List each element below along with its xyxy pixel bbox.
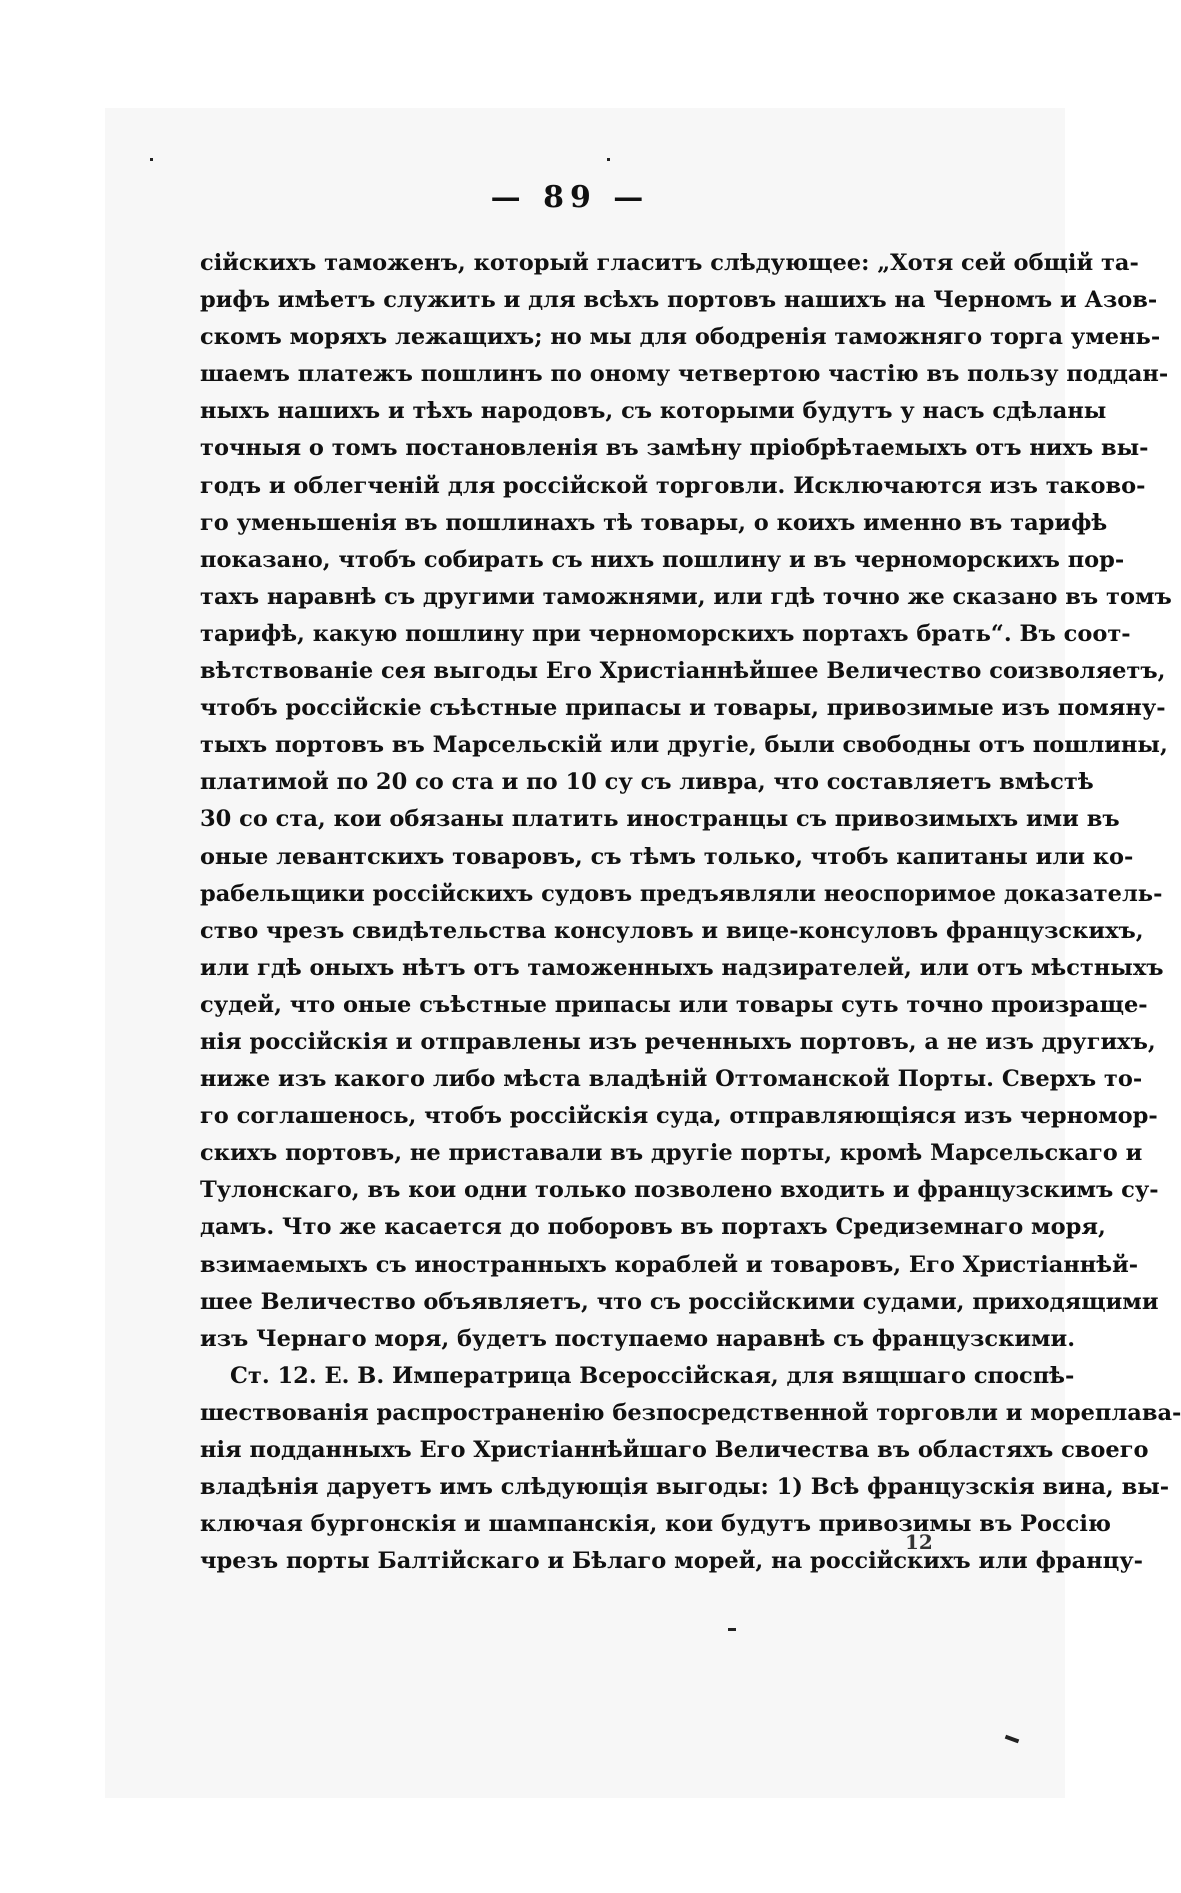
text-line: рабельщики россійскихъ судовъ предъявляли неоспоримое доказатель- bbox=[200, 880, 1163, 907]
text-line: сійскихъ таможенъ, который гласитъ слѣдующее: „Хотя сей общій та- bbox=[200, 250, 1139, 276]
text-line: Ст. 12. Е. В. Императрица Всероссійская, для вящшаго споспѣ- bbox=[230, 1362, 1075, 1389]
text-line: тыхъ портовъ въ Марсельскій или другіе, были свободны отъ пошлины, bbox=[200, 732, 1168, 759]
text-line: го соглашенось, чтобъ россійскія суда, отправляющіяся изъ черномор- bbox=[200, 1103, 1158, 1130]
text-line: скихъ портовъ, не приставали въ другіе порты, кромѣ Марсельскаго и bbox=[200, 1140, 1143, 1167]
dot-mark bbox=[728, 1628, 736, 1631]
text-line: взимаемыхъ съ иностранныхъ кораблей и товаровъ, Его Христіаннѣй- bbox=[200, 1251, 1139, 1278]
text-line: точныя о томъ постановленія въ замѣну пріобрѣтаемыхъ отъ нихъ вы- bbox=[200, 435, 1149, 462]
text-line: ключая бургонскія и шампанскія, кои будутъ привозимы въ Россію bbox=[200, 1511, 1111, 1538]
text-line: тарифѣ, какую пошлину при черноморскихъ портахъ брать“. Въ соот- bbox=[200, 620, 1131, 647]
text-line: шаемъ платежъ пошлинъ по оному четвертою частію въ пользу поддан- bbox=[200, 361, 1169, 388]
text-line: нія подданныхъ Его Христіаннѣйшаго Величества въ областяхъ своего bbox=[200, 1437, 1149, 1463]
text-line: рифъ имѣетъ служить и для всѣхъ портовъ нашихъ на Черномъ и Азов- bbox=[200, 287, 1158, 314]
dot-mark bbox=[607, 158, 610, 161]
text-line: скомъ моряхъ лежащихъ; но мы для ободренія таможняго торга умень- bbox=[200, 324, 1161, 351]
signature-mark: 12 bbox=[905, 1530, 933, 1554]
text-line: судей, что оные съѣстные припасы или товары суть точно произраще- bbox=[200, 991, 1148, 1018]
text-line: ныхъ нашихъ и тѣхъ народовъ, съ которыми будутъ у насъ сдѣланы bbox=[200, 398, 1107, 425]
text-line: шествованія распространенію безпосредственной торговли и мореплава- bbox=[200, 1399, 1181, 1426]
text-line: годъ и облегченій для россійской торговли. Исключаются изъ таково- bbox=[200, 472, 1146, 499]
text-line: Тулонскаго, въ кои одни только позволено входить и французскимъ су- bbox=[200, 1177, 1159, 1204]
text-line: вѣтствованіе сея выгоды Его Христіаннѣйшее Величество соизволяетъ, bbox=[200, 658, 1166, 685]
page-number: — 89 — bbox=[490, 180, 650, 215]
text-line: тахъ наравнѣ съ другими таможнями, или гдѣ точно же сказано въ томъ bbox=[200, 583, 1172, 610]
text-line: чтобъ россійскіе съѣстные припасы и товары, привозимые изъ помяну- bbox=[200, 695, 1166, 722]
text-line: дамъ. Что же касается до поборовъ въ портахъ Средиземнаго моря, bbox=[200, 1214, 1106, 1241]
text-line: шее Величество объявляетъ, что съ россійскими судами, приходящими bbox=[200, 1288, 1159, 1315]
text-line: ниже изъ какого либо мѣста владѣній Оттоманской Порты. Сверхъ то- bbox=[200, 1066, 1143, 1093]
text-line: оные левантскихъ товаровъ, съ тѣмъ только, чтобъ капитаны или ко- bbox=[200, 843, 1134, 870]
dot-mark bbox=[150, 158, 153, 161]
body-text bbox=[200, 245, 1181, 1580]
text-line: платимой по 20 со ста и по 10 су съ ливра, что составляетъ вмѣстѣ bbox=[200, 769, 1094, 796]
text-line: 30 со ста, кои обязаны платить иностранцы съ привозимыхъ ими въ bbox=[200, 806, 1120, 833]
text-line: го уменьшенія въ пошлинахъ тѣ товары, о коихъ именно въ тарифѣ bbox=[200, 509, 1108, 536]
text-line: ство чрезъ свидѣтельства консуловъ и вице-консуловъ французскихъ, bbox=[200, 917, 1144, 944]
text-line: владѣнія даруетъ имъ слѣдующія выгоды: 1) Всѣ французскія вина, вы- bbox=[200, 1474, 1170, 1501]
text-line: или гдѣ оныхъ нѣтъ отъ таможенныхъ надзирателей, или отъ мѣстныхъ bbox=[200, 954, 1164, 981]
text-line: изъ Чернаго моря, будетъ поступаемо наравнѣ съ французскими. bbox=[200, 1325, 1076, 1352]
text-line: чрезъ порты Балтійскаго и Бѣлаго морей, на россійскихъ или францу- bbox=[200, 1548, 1144, 1575]
text-line: нія россійскія и отправлены изъ реченныхъ портовъ, а не изъ другихъ, bbox=[200, 1028, 1156, 1055]
text-line: показано, чтобъ собирать съ нихъ пошлину и въ черноморскихъ пор- bbox=[200, 546, 1125, 573]
